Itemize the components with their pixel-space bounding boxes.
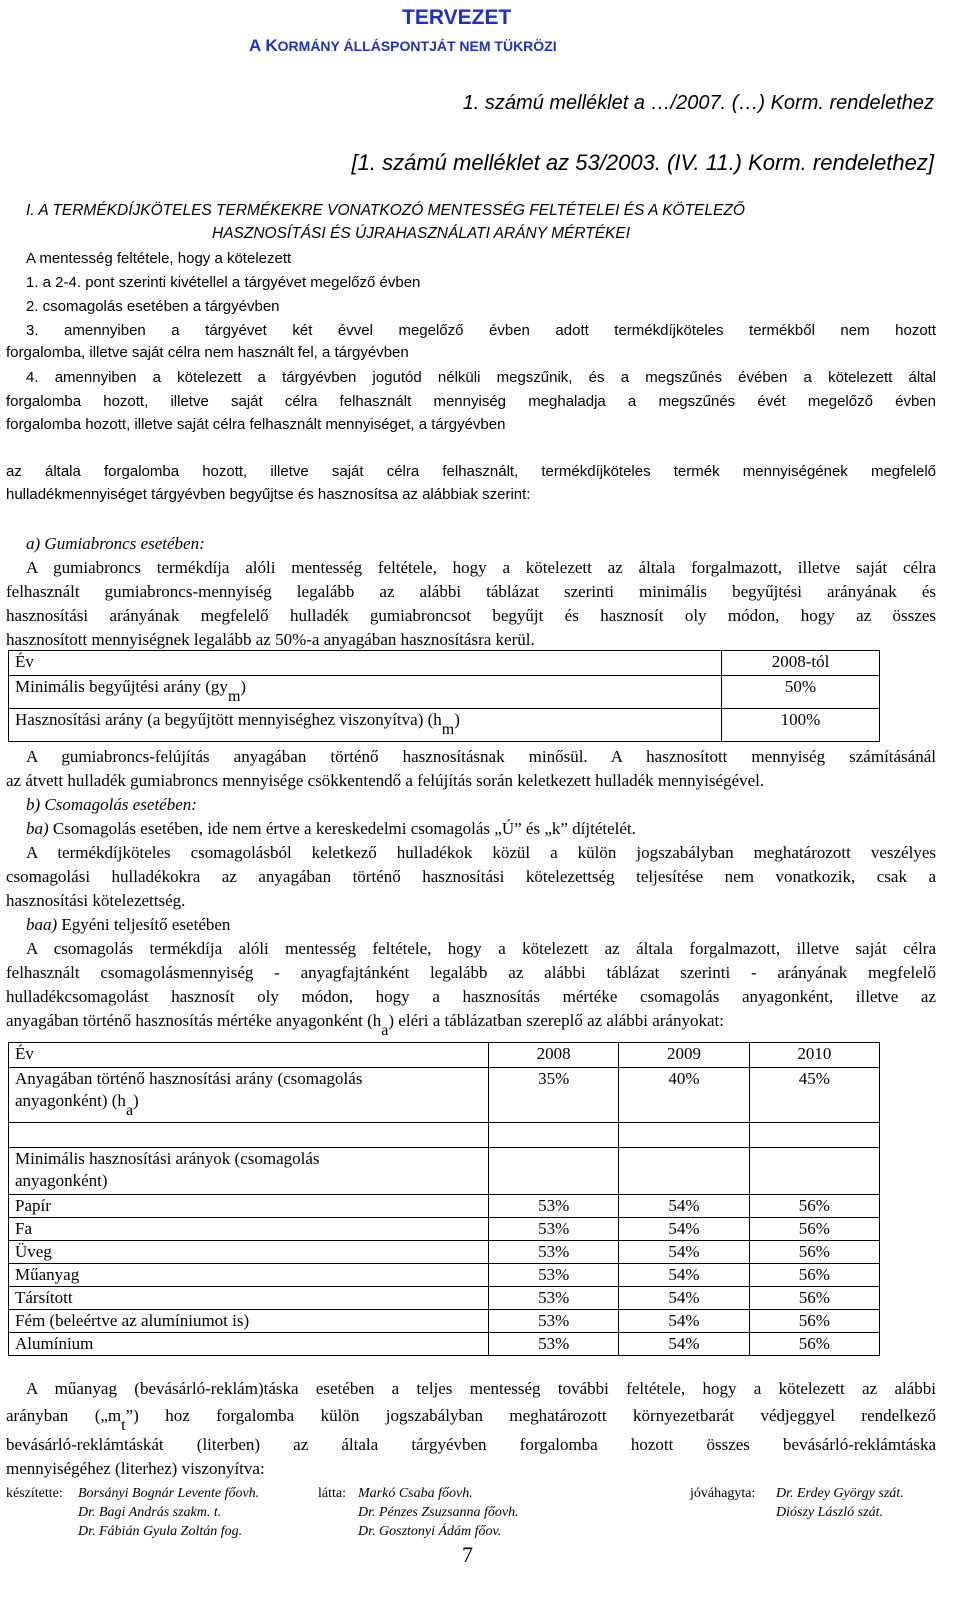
- hazard-line2: csomagolási hulladékokra az anyagában történő hasznosítási kötelezettség teljesítése nem vonatkozik, csak a: [6, 867, 936, 886]
- table-cell: 2010: [749, 1043, 879, 1068]
- subscript: m: [227, 688, 241, 705]
- table-row: [9, 1148, 880, 1195]
- tyres-paragraph-line4: hasznosított mennyiségnek legalább az 50%-a anyagában hasznosításra kerül.: [6, 630, 535, 649]
- cell-text: Anyagában történő hasznosítási arány (csomagolás: [15, 1069, 363, 1088]
- table-row: [9, 1195, 880, 1218]
- footer-approved-1: Dr. Erdey György szát.: [776, 1486, 904, 1501]
- condition-line1: A csomagolás termékdíja alóli mentesség feltétele, hogy a kötelezett az általa forgalmazott, illetve saját célra: [26, 939, 936, 958]
- material-rate-cell: 53%: [489, 1195, 619, 1218]
- hazard-line3: hasznosítási kötelezettség.: [6, 891, 186, 910]
- subscript: m: [441, 721, 455, 738]
- page-number: 7: [462, 1542, 473, 1567]
- material-label: Alumínium: [9, 1333, 489, 1356]
- table-cell: 100%: [722, 709, 880, 742]
- material-rate-cell: 56%: [749, 1333, 879, 1356]
- material-rate-cell: 56%: [749, 1264, 879, 1287]
- packaging-baa: [26, 914, 230, 936]
- table-cell: [9, 709, 722, 742]
- baa-text: Egyéni teljesítő esetében: [57, 915, 231, 934]
- general-line1: az általa forgalomba hozott, illetve saját célra felhasznált, termékdíjköteles termék mennyiségének megfelelő: [6, 463, 936, 480]
- tyres-paragraph-line2: felhasznált gumiabroncs-mennyiség legalább az alábbi táblázat szerinti minimális begyűjtési arányának és: [6, 582, 936, 601]
- footer-prepared-1: Borsányi Bognár Levente főovh.: [78, 1486, 260, 1501]
- cell-text: ): [133, 1091, 139, 1110]
- section-item-4-line2: forgalomba hozott, illetve saját célra felhasznált mennyiség meghaladja a megszűnés évét megelőző évben: [6, 393, 936, 410]
- tyres-paragraph-line3: hasznosítási arányának megfelelő hulladék gumiabroncsot begyűjt és hasznosít oly módon, hogy az összes: [6, 606, 936, 625]
- footer-seen-1: Markó Csaba főovh.: [358, 1486, 473, 1501]
- material-label: Fém (beleértve az alumíniumot is): [9, 1310, 489, 1333]
- footer-prepared-3: Dr. Fábián Gyula Zoltán fog.: [78, 1524, 243, 1539]
- cell-text: ): [454, 710, 460, 729]
- section-item-4-line1: 4. amennyiben a kötelezett a tárgyévben jogutód nélküli megszűnik, és a megszűnés évében a kötelezett által: [26, 369, 936, 386]
- ba-text: Csomagolás esetében, ide nem értve a kereskedelmi csomagolás „Ú” és „k” díjtételét.: [48, 819, 636, 838]
- table-row: [9, 1218, 880, 1241]
- footer-approved-label: jóváhagyta:: [690, 1486, 756, 1501]
- tyres-heading: a) Gumiabroncs esetében:: [26, 534, 205, 553]
- table-cell: Év: [9, 1043, 489, 1068]
- table-cell: [9, 1148, 489, 1195]
- material-label: Papír: [9, 1195, 489, 1218]
- hazard-line1: A termékdíjköteles csomagolásból keletkező hulladékok közül a külön jogszabályban meghatározott veszélyes: [26, 843, 936, 862]
- table-cell: 45%: [749, 1068, 879, 1123]
- material-rate-cell: 54%: [619, 1195, 749, 1218]
- footer-seen-label: látta:: [318, 1486, 346, 1501]
- material-rate-cell: 54%: [619, 1218, 749, 1241]
- material-rate-cell: 53%: [489, 1287, 619, 1310]
- material-rate-cell: 56%: [749, 1287, 879, 1310]
- table-row: [9, 1264, 880, 1287]
- material-rate-cell: 56%: [749, 1241, 879, 1264]
- table-cell: [749, 1123, 879, 1148]
- table-cell: 50%: [722, 676, 880, 709]
- material-rate-cell: 53%: [489, 1264, 619, 1287]
- material-rate-cell: 54%: [619, 1241, 749, 1264]
- footer-seen-2: Dr. Pénzes Zsuzsanna főovh.: [358, 1505, 519, 1520]
- section-item-1: 1. a 2-4. pont szerinti kivétellel a tárgyévet megelőző évben: [26, 274, 421, 291]
- draft-title: TERVEZET: [402, 6, 512, 29]
- material-rate-cell: 54%: [619, 1310, 749, 1333]
- table-row: [9, 651, 880, 676]
- table-row: [9, 1310, 880, 1333]
- packaging-ba: [26, 818, 636, 840]
- material-rate-cell: 56%: [749, 1195, 879, 1218]
- material-rate-cell: 56%: [749, 1310, 879, 1333]
- subscript: a: [381, 1022, 389, 1039]
- table-row: [9, 1241, 880, 1264]
- material-rate-cell: 53%: [489, 1218, 619, 1241]
- condition-line3: hulladékcsomagolást hasznosít oly módon, hogy a hasznosítás mértéke csomagolás anyagonként, illetve az: [6, 987, 936, 1006]
- bags-line2: [6, 1405, 936, 1434]
- footer-prepared-2: Dr. Bagi András szakm. t.: [78, 1505, 222, 1520]
- subscript: a: [125, 1102, 134, 1119]
- packaging-heading: b) Csomagolás esetében:: [26, 795, 197, 814]
- section-item-4-line3: forgalomba hozott, illetve saját célra felhasznált mennyiséget, a tárgyévben: [6, 416, 506, 433]
- material-label: Fa: [9, 1218, 489, 1241]
- material-rate-cell: 53%: [489, 1241, 619, 1264]
- section-item-3-line2: forgalomba, illetve saját célra nem használt fel, a tárgyévben: [6, 344, 409, 361]
- cell-text: arányban („m: [6, 1406, 122, 1425]
- table-cell: [619, 1148, 749, 1195]
- cell-text: Minimális hasznosítási arányok (csomagolás: [15, 1149, 320, 1168]
- material-rate-cell: 54%: [619, 1264, 749, 1287]
- material-rate-cell: 54%: [619, 1333, 749, 1356]
- ba-label: ba): [26, 819, 49, 838]
- section-item-3-line1: 3. amennyiben a tárgyévet két évvel megelőző évben adott termékdíjköteles termékből nem hozott: [26, 322, 936, 339]
- general-line2: hulladékmennyiséget tárgyévben begyűjtse és hasznosítsa az alábbiak szerint:: [6, 486, 531, 503]
- footer-prepared-label: készítette:: [6, 1486, 63, 1501]
- material-rows: [9, 1195, 880, 1356]
- material-label: Társított: [9, 1287, 489, 1310]
- material-rate-cell: 53%: [489, 1333, 619, 1356]
- condition-line2: felhasznált csomagolásmennyiség - anyagfajtánként legalább az alábbi táblázat szerinti - arányának megfelelő: [6, 963, 936, 982]
- footer-approved-2: Diószy László szát.: [776, 1505, 883, 1520]
- cell-text: anyagonként) (h: [15, 1091, 126, 1110]
- baa-label: baa): [26, 915, 58, 934]
- material-label: Üveg: [9, 1241, 489, 1264]
- cell-text: ) eléri a táblázatban szereplő az alábbi arányokat:: [388, 1011, 724, 1030]
- subscript: t: [121, 1417, 126, 1434]
- section-item-2: 2. csomagolás esetében a tárgyévben: [26, 298, 280, 315]
- table-row: [9, 1068, 880, 1123]
- table-row: [9, 1043, 880, 1068]
- table-cell: 2008-tól: [722, 651, 880, 676]
- footer-seen-3: Dr. Gosztonyi Ádám főov.: [358, 1524, 502, 1539]
- tyres-paragraph-line1: A gumiabroncs termékdíja alóli mentesség feltétele, hogy a kötelezett az általa forgalmazott, illetve saját célra: [26, 558, 936, 577]
- retread-line1: A gumiabroncs-felújítás anyagában történő hasznosításnak minősül. A hasznosított mennyiség számításánál: [26, 747, 936, 766]
- table-cell: [9, 676, 722, 709]
- draft-note: [249, 36, 557, 56]
- table-cell: [9, 1068, 489, 1123]
- table-cell: Év: [9, 651, 722, 676]
- table-cell: 2009: [619, 1043, 749, 1068]
- annex-ref-new: 1. számú melléklet a …/2007. (…) Korm. rendelethez: [462, 92, 934, 114]
- material-rate-cell: 56%: [749, 1218, 879, 1241]
- condition-line4: [6, 1010, 724, 1039]
- draft-note-rest: ORMÁNY ÁLLÁSPONTJÁT NEM TÜKRÖZI: [277, 38, 557, 54]
- material-rate-cell: 54%: [619, 1287, 749, 1310]
- table-cell: [489, 1123, 619, 1148]
- cell-text: anyagában történő hasznosítás mértéke anyagonként (h: [6, 1011, 382, 1030]
- table-cell: [9, 1123, 489, 1148]
- section-heading-line2: HASZNOSÍTÁSI ÉS ÚJRAHASZNÁLATI ARÁNY MÉRTÉKEI: [212, 225, 631, 242]
- table-cell: 35%: [489, 1068, 619, 1123]
- cell-text: Hasznosítási arány (a begyűjtött mennyiséghez viszonyítva) (h: [15, 710, 442, 729]
- table-cell: [619, 1123, 749, 1148]
- table-row: [9, 1333, 880, 1356]
- bags-line1: A műanyag (bevásárló-reklám)táska esetében a teljes mentesség további feltétele, hogy a kötelezett az alábbi: [26, 1379, 936, 1398]
- table-cell: [749, 1148, 879, 1195]
- table-row: [9, 676, 880, 709]
- material-label: Műanyag: [9, 1264, 489, 1287]
- table-cell: 2008: [489, 1043, 619, 1068]
- tyres-rate-table: [8, 650, 880, 742]
- table-row: [9, 709, 880, 742]
- section-heading-line1: I. A TERMÉKDÍJKÖTELES TERMÉKEKRE VONATKOZÓ MENTESSÉG FELTÉTELEI ÉS A KÖTELEZŐ: [26, 202, 745, 219]
- retread-line2: az átvett hulladék gumiabroncs mennyisége csökkentendő a felújítás során keletkezett hulladék mennyiségével.: [6, 771, 765, 790]
- table-row: [9, 1123, 880, 1148]
- table-cell: [489, 1148, 619, 1195]
- cell-text: Minimális begyűjtési arány (gy: [15, 677, 228, 696]
- packaging-rate-table: [8, 1042, 880, 1356]
- table-row: [9, 1287, 880, 1310]
- annex-ref-old: [1. számú melléklet az 53/2003. (IV. 11.) Korm. rendelethez]: [351, 150, 934, 175]
- cell-text: ”) hoz forgalomba külön jogszabályban meghatározott környezetbarát védjeggyel rendelkező: [125, 1406, 936, 1425]
- bags-line4: mennyiségéhez (literhez) viszonyítva:: [6, 1459, 265, 1478]
- draft-note-prefix: A K: [249, 36, 278, 55]
- table-cell: 40%: [619, 1068, 749, 1123]
- cell-text: [15, 1090, 482, 1119]
- section-intro: A mentesség feltétele, hogy a kötelezett: [26, 250, 292, 267]
- material-rate-cell: 53%: [489, 1310, 619, 1333]
- cell-text: anyagonként): [15, 1171, 108, 1190]
- cell-text: ): [240, 677, 247, 696]
- bags-line3: bevásárló-reklámtáskát (literben) az általa tárgyévben forgalomba hozott összes bevásárló-reklámtáska: [6, 1435, 936, 1454]
